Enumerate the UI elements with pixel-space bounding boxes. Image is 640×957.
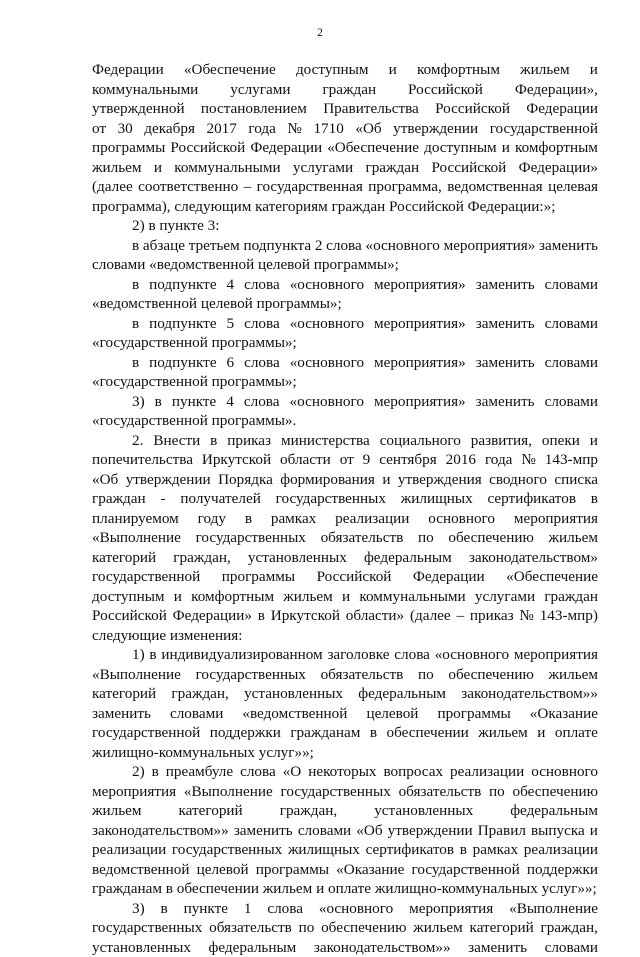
text-line: государственной поддержки гражданам в обеспечении жильем и оплате bbox=[92, 723, 598, 743]
text-line: утвержденной постановлением Правительства Российской Федерации bbox=[92, 99, 598, 119]
text-line: граждан - получателей государственных жилищных сертификатов в bbox=[92, 489, 598, 509]
text-line: от 30 декабря 2017 года № 1710 «Об утверждении государственной bbox=[92, 119, 598, 139]
text-line: жильем и коммунальными услугами граждан Российской Федерации» bbox=[92, 158, 598, 178]
text-line: категорий граждан, установленных федеральным законодательством» bbox=[92, 548, 598, 568]
text-line: 2. Внести в приказ министерства социального развития, опеки и bbox=[92, 431, 598, 451]
text-line: мероприятия «Выполнение государственных обязательств по обеспечению bbox=[92, 782, 598, 802]
text-line: в абзаце третьем подпункта 2 слова «основного мероприятия» заменить bbox=[92, 236, 598, 256]
text-line: следующие изменения: bbox=[92, 626, 598, 646]
text-line: «ведомственной целевой программы»; bbox=[92, 294, 598, 314]
text-line: жильем категорий граждан, установленных федеральным bbox=[92, 801, 598, 821]
text-line: коммунальными услугами граждан Российской Федерации», bbox=[92, 80, 598, 100]
text-line: «Выполнение государственных обязательств по обеспечению жильем bbox=[92, 665, 598, 685]
text-line: словами «ведомственной целевой программы»; bbox=[92, 255, 598, 275]
text-line: жилищно-коммунальных услуг»»; bbox=[92, 743, 598, 763]
text-line: реализации государственных жилищных сертификатов в рамках реализации bbox=[92, 840, 598, 860]
text-line: в подпункте 6 слова «основного мероприятия» заменить словами bbox=[92, 353, 598, 373]
text-line: законодательством»» заменить словами «Об утверждении Правил выпуска и bbox=[92, 821, 598, 841]
text-line: 1) в индивидуализированном заголовке слова «основного мероприятия bbox=[92, 645, 598, 665]
text-line: гражданам в обеспечении жильем и оплате жилищно-коммунальных услуг»»; bbox=[92, 879, 598, 899]
text-line: «государственной программы»; bbox=[92, 333, 598, 353]
text-line: планируемом году в рамках реализации основного мероприятия bbox=[92, 509, 598, 529]
text-line: Российской Федерации» в Иркутской области» (далее – приказ № 143-мпр) bbox=[92, 606, 598, 626]
text-line: установленных федеральным законодательством»» заменить словами bbox=[92, 938, 598, 957]
text-line: заменить словами «ведомственной целевой программы «Оказание bbox=[92, 704, 598, 724]
text-line: Федерации «Обеспечение доступным и комфортным жильем и bbox=[92, 60, 598, 80]
text-line: государственных обязательств по обеспечению жильем категорий граждан, bbox=[92, 918, 598, 938]
document-body bbox=[92, 60, 598, 957]
text-line: в подпункте 5 слова «основного мероприятия» заменить словами bbox=[92, 314, 598, 334]
text-line: государственной программы Российской Федерации «Обеспечение bbox=[92, 567, 598, 587]
text-line: программы Российской Федерации «Обеспечение доступным и комфортным bbox=[92, 138, 598, 158]
page-number: 2 bbox=[0, 27, 640, 39]
text-line: попечительства Иркутской области от 9 сентября 2016 года № 143-мпр bbox=[92, 450, 598, 470]
text-line: 2) в преамбуле слова «О некоторых вопросах реализации основного bbox=[92, 762, 598, 782]
text-line: 2) в пункте 3: bbox=[92, 216, 598, 236]
text-line: 3) в пункте 1 слова «основного мероприятия «Выполнение bbox=[92, 899, 598, 919]
text-line: в подпункте 4 слова «основного мероприятия» заменить словами bbox=[92, 275, 598, 295]
text-line: «государственной программы»; bbox=[92, 372, 598, 392]
text-line: «Выполнение государственных обязательств по обеспечению жильем bbox=[92, 528, 598, 548]
text-line: «государственной программы». bbox=[92, 411, 598, 431]
text-line: ведомственной целевой программы «Оказание государственной поддержки bbox=[92, 860, 598, 880]
text-line: 3) в пункте 4 слова «основного мероприятия» заменить словами bbox=[92, 392, 598, 412]
text-line: доступным и комфортным жильем и коммунальными услугами граждан bbox=[92, 587, 598, 607]
text-line: программа), следующим категориям граждан Российской Федерации:»; bbox=[92, 197, 598, 217]
text-line: «Об утверждении Порядка формирования и утверждения сводного списка bbox=[92, 470, 598, 490]
text-line: (далее соответственно – государственная программа, ведомственная целевая bbox=[92, 177, 598, 197]
text-line: категорий граждан, установленных федеральным законодательством»» bbox=[92, 684, 598, 704]
